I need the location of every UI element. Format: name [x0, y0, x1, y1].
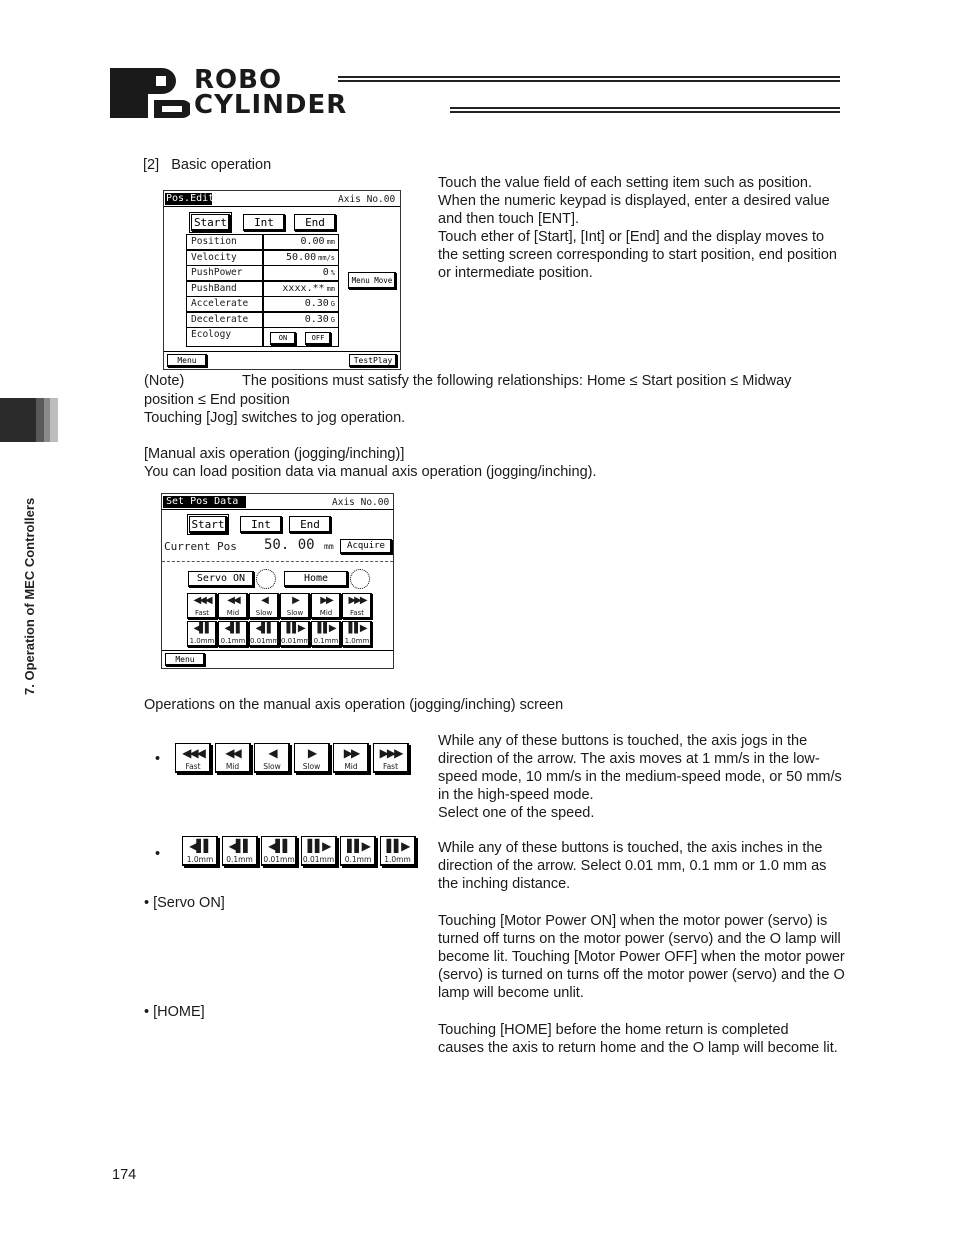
inch-arrow-icon: ◀▌▌ [224, 623, 242, 634]
inch-button[interactable] [182, 836, 218, 866]
pos-edit-screen [163, 190, 401, 370]
setting-unit: mm/s [318, 253, 335, 262]
eco-on-button[interactable]: ON [270, 332, 296, 345]
set-pos-axis: Axis No.00 [332, 497, 390, 508]
servo-label: • [Servo ON] [144, 895, 225, 911]
inch-label: 1.0mm [186, 855, 214, 864]
setting-value: 0.00 [300, 236, 325, 247]
jog-arrow-icon: ▶ [307, 746, 316, 760]
setting-value-field[interactable] [263, 312, 339, 328]
jog-description-2: Select one of the speed. [438, 805, 595, 821]
inch-arrow-icon: ▌▌▶ [386, 839, 409, 853]
inch-arrow-icon: ◀▌▌ [255, 623, 273, 634]
jog-button[interactable] [249, 593, 279, 619]
tab-end[interactable]: End [294, 214, 336, 231]
jog-button[interactable] [294, 743, 330, 773]
setting-value-field[interactable] [263, 281, 339, 297]
setting-value: xxxx.** [282, 282, 325, 294]
jog-button[interactable] [342, 593, 372, 619]
inch-label: 0.1mm [226, 855, 253, 864]
acquire-button[interactable]: Acquire [340, 539, 392, 554]
note-line3: Touching [Jog] switches to jog operation. [144, 410, 406, 426]
inch-button[interactable] [222, 836, 258, 866]
logo-rule-top [338, 76, 840, 82]
tab-end[interactable]: End [289, 516, 331, 533]
jog-legend-buttons [173, 743, 413, 777]
tab-start[interactable]: Start [189, 516, 227, 533]
setting-label: PushBand [186, 281, 263, 297]
logo-line2: CYLINDER [194, 90, 348, 120]
setting-label: Velocity [186, 250, 263, 266]
manual-desc: You can load position data via manual axis operation (jogging/inching). [144, 464, 597, 480]
jog-label: Slow [286, 609, 304, 617]
logo-rule-bottom [450, 107, 840, 113]
jog-button[interactable] [215, 743, 251, 773]
bullet-inch: • [155, 846, 161, 862]
jog-label: Fast [185, 762, 201, 771]
jog-button[interactable] [280, 593, 310, 619]
jog-button[interactable] [373, 743, 409, 773]
jog-label: Fast [382, 762, 399, 771]
home-description: Touching [HOME] before the home return is completed causes the axis to return home and the O lamp will become lit. [438, 1022, 838, 1056]
inch-button[interactable] [342, 621, 372, 647]
setting-unit: mm [326, 238, 335, 246]
setting-unit: mm [326, 284, 335, 293]
set-pos-screen [161, 493, 394, 669]
ops-heading: Operations on the manual axis operation (jogging/inching) screen [144, 697, 564, 713]
chapter-label: 7. Operation of MEC Controllers [22, 497, 37, 695]
jog-button[interactable] [311, 593, 341, 619]
jog-arrow-icon: ◀◀ [227, 595, 239, 606]
jog-label: Mid [226, 609, 240, 617]
jog-arrow-icon: ◀◀ [225, 746, 240, 760]
setting-label: PushPower [186, 265, 263, 281]
inch-arrow-icon: ◀▌▌ [189, 839, 211, 853]
current-pos-value: 50. 00 [264, 537, 315, 553]
jog-button[interactable] [175, 743, 211, 773]
note-line2: position ≤ End position [144, 392, 290, 408]
inch-description: While any of these buttons is touched, the axis inches in the direction of the arrow. Select 0.01 mm, 0.1 mm or 1.0 mm as the inching distance. [438, 840, 827, 892]
jog-label: Mid [319, 609, 333, 617]
jog-label: Fast [194, 609, 210, 617]
chapter-tab [0, 398, 58, 442]
intro-paragraph-1: Touch the value field of each setting item such as position. When the numeric keypad is displayed, enter a desired value and then touch [ENT]. [438, 175, 830, 227]
inch-arrow-icon: ▌▌▶ [347, 839, 369, 853]
menu-move-button[interactable]: Menu Move [348, 272, 396, 289]
section-title: [2] Basic operation [143, 157, 272, 173]
rc-logo-mark [110, 68, 190, 120]
eco-off-button[interactable]: OFF [305, 332, 331, 345]
setting-label: Ecology [186, 327, 263, 347]
inch-legend-buttons [180, 836, 420, 870]
setting-value: 0.30 [304, 298, 329, 309]
home-label-text: [HOME] [153, 1004, 205, 1020]
setting-unit: % [330, 269, 335, 277]
inch-arrow-icon: ◀▌▌ [193, 623, 211, 634]
inch-button[interactable] [380, 836, 416, 866]
note-line1: The positions must satisfy the following relationships: Home ≤ Start position ≤ Midway [242, 373, 792, 389]
inch-label: 0.1mm [313, 637, 339, 645]
tab-int[interactable]: Int [240, 516, 282, 533]
header-logo [110, 65, 850, 120]
bullet-jog: • [155, 751, 161, 767]
jog-label: Mid [344, 762, 358, 771]
jog-button[interactable] [187, 593, 217, 619]
jog-label: Mid [225, 762, 240, 771]
inch-arrow-icon: ▌▌▶ [348, 623, 366, 634]
jog-button[interactable] [218, 593, 248, 619]
setting-value-field[interactable] [263, 250, 339, 266]
jog-arrow-icon: ▶ [292, 595, 298, 606]
inch-arrow-icon: ▌▌▶ [317, 623, 335, 634]
servo-description: Touching [Motor Power ON] when the motor power (servo) is turned off turns on the motor power (servo) and the O lamp will become lit. Touching [Motor Power OFF] when the motor power (servo) is turned on turns off the motor power (servo) and the O lamp will become unlit. [438, 913, 845, 1001]
setting-value-field[interactable] [263, 234, 339, 250]
setting-label: Accelerate [186, 296, 263, 312]
inch-button[interactable] [280, 621, 310, 647]
setting-value: 50.00 [286, 251, 317, 263]
intro-paragraph-2: Touch ether of [Start], [Int] or [End] and the display moves to the setting screen corresponding to start position, end position or intermediate position. [438, 229, 837, 281]
home-button[interactable]: Home [284, 571, 348, 587]
setting-label: Decelerate [186, 312, 263, 328]
current-pos-label: Current Pos [164, 540, 237, 553]
jog-arrow-icon: ▶▶ [343, 746, 359, 760]
jog-label: Slow [302, 762, 321, 771]
setting-value-field[interactable] [263, 265, 339, 281]
setting-value: 0 [322, 267, 329, 278]
pos-edit-title: Pos.Edit [166, 193, 215, 204]
jog-description: While any of these buttons is touched, the axis jogs in the direction of the arrow. The axis moves at 1 mm/s in the low-speed mode, 10 mm/s in the medium-speed mode, or 50 mm/s in the high-speed mode. [438, 733, 842, 803]
inch-label: 1.0mm [384, 855, 411, 864]
servo-lamp-icon [256, 569, 276, 589]
jog-label: Slow [255, 609, 273, 617]
setting-value: 0.30 [304, 313, 329, 325]
inch-label: 0.01mm [250, 637, 280, 645]
jog-arrow-icon: ▶▶▶ [348, 595, 366, 606]
setting-unit: G [330, 315, 335, 324]
inch-arrow-icon: ▌▌▶ [307, 839, 330, 853]
inch-button[interactable] [261, 836, 297, 866]
menu-button[interactable]: Menu [167, 354, 207, 367]
inch-arrow-icon: ▌▌▶ [286, 623, 304, 634]
pos-edit-axis: Axis No.00 [338, 194, 396, 205]
inch-button[interactable] [249, 621, 279, 647]
setting-unit: G [330, 300, 335, 308]
jog-arrow-icon: ▶▶▶ [379, 746, 402, 760]
setting-value-field[interactable] [263, 296, 339, 312]
jog-button[interactable] [254, 743, 290, 773]
inch-label: 0.1mm [220, 637, 246, 645]
home-lamp-icon [350, 569, 370, 589]
inch-arrow-icon: ◀▌▌ [228, 839, 251, 853]
jog-arrow-icon: ◀◀◀ [193, 595, 211, 606]
manual-heading: [Manual axis operation (jogging/inching)] [144, 446, 405, 462]
jog-arrow-icon: ▶▶ [320, 595, 332, 606]
menu-button[interactable]: Menu [165, 653, 205, 666]
note-label: (Note) [144, 373, 185, 389]
servo-label-text: [Servo ON] [153, 895, 225, 911]
inch-label: 0.01mm [281, 637, 311, 645]
setting-label: Position [186, 234, 263, 250]
inch-label: 1.0mm [344, 637, 370, 645]
inch-button[interactable] [340, 836, 376, 866]
servo-on-button[interactable]: Servo ON [188, 571, 254, 587]
inch-button[interactable] [218, 621, 248, 647]
tab-int[interactable]: Int [243, 214, 285, 231]
testplay-button[interactable]: TestPlay [349, 354, 397, 367]
jog-arrow-icon: ◀◀◀ [182, 746, 204, 760]
home-label: • [HOME] [144, 1004, 205, 1020]
page-number: 174 [112, 1167, 137, 1183]
jog-arrow-icon: ◀ [268, 746, 276, 760]
inch-button[interactable] [187, 621, 217, 647]
jog-button[interactable] [333, 743, 369, 773]
current-pos-unit: mm [324, 542, 334, 551]
jog-label: Slow [263, 762, 281, 771]
logo-line1: ROBO [194, 65, 283, 95]
inch-arrow-icon: ◀▌▌ [268, 839, 290, 853]
tab-start[interactable]: Start [191, 214, 230, 231]
inch-label: 0.01mm [302, 855, 335, 864]
inch-button[interactable] [311, 621, 341, 647]
inch-label: 1.0mm [189, 637, 215, 645]
jog-label: Fast [349, 609, 365, 617]
inch-button[interactable] [301, 836, 337, 866]
set-pos-title: Set Pos Data [163, 496, 246, 508]
inch-label: 0.01mm [263, 855, 295, 864]
inch-label: 0.1mm [344, 855, 372, 864]
jog-arrow-icon: ◀ [261, 595, 267, 606]
